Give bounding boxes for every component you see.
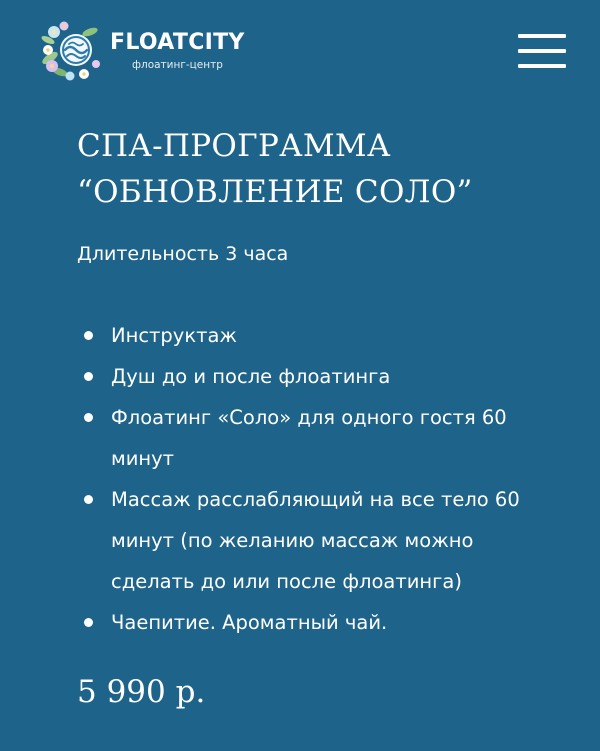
feature-item (77, 479, 557, 602)
feature-text: Инструктаж (111, 324, 237, 347)
feature-item (77, 356, 557, 397)
hamburger-menu-icon[interactable] (516, 32, 568, 70)
menu-bar (518, 34, 566, 38)
bullet-icon (84, 618, 93, 627)
feature-item (77, 602, 557, 643)
menu-bar (518, 49, 566, 53)
program-features-list (77, 315, 557, 643)
program-title-line-2: “ОБНОВЛЕНИЕ СОЛО” (77, 174, 473, 210)
bullet-icon (84, 372, 93, 381)
logo-wordmark: FLOATCITY (110, 30, 245, 55)
bullet-icon (84, 331, 93, 340)
program-price: 5 990 р. (77, 674, 206, 710)
site-header (0, 0, 600, 105)
bullet-icon (84, 413, 93, 422)
logo-subtitle: флоатинг-центр (132, 59, 223, 71)
floral-emblem-icon (40, 20, 104, 82)
bullet-icon (84, 495, 93, 504)
program-title-line-1: СПА-ПРОГРАММА (77, 128, 391, 164)
menu-bar (518, 64, 566, 68)
feature-text: Флоатинг «Соло» для одного гостя 60 минут (111, 406, 507, 470)
feature-item (77, 397, 557, 479)
floatcity-logo[interactable] (40, 20, 265, 82)
feature-text: Душ до и после флоатинга (111, 365, 391, 388)
program-title (77, 123, 577, 215)
program-duration: Длительность 3 часа (77, 243, 289, 265)
feature-text: Массаж расслабляющий на все тело 60 минут (по желанию массаж можно сделать до или после флоатинга) (111, 488, 520, 593)
feature-item (77, 315, 557, 356)
feature-text: Чаепитие. Ароматный чай. (111, 611, 388, 634)
